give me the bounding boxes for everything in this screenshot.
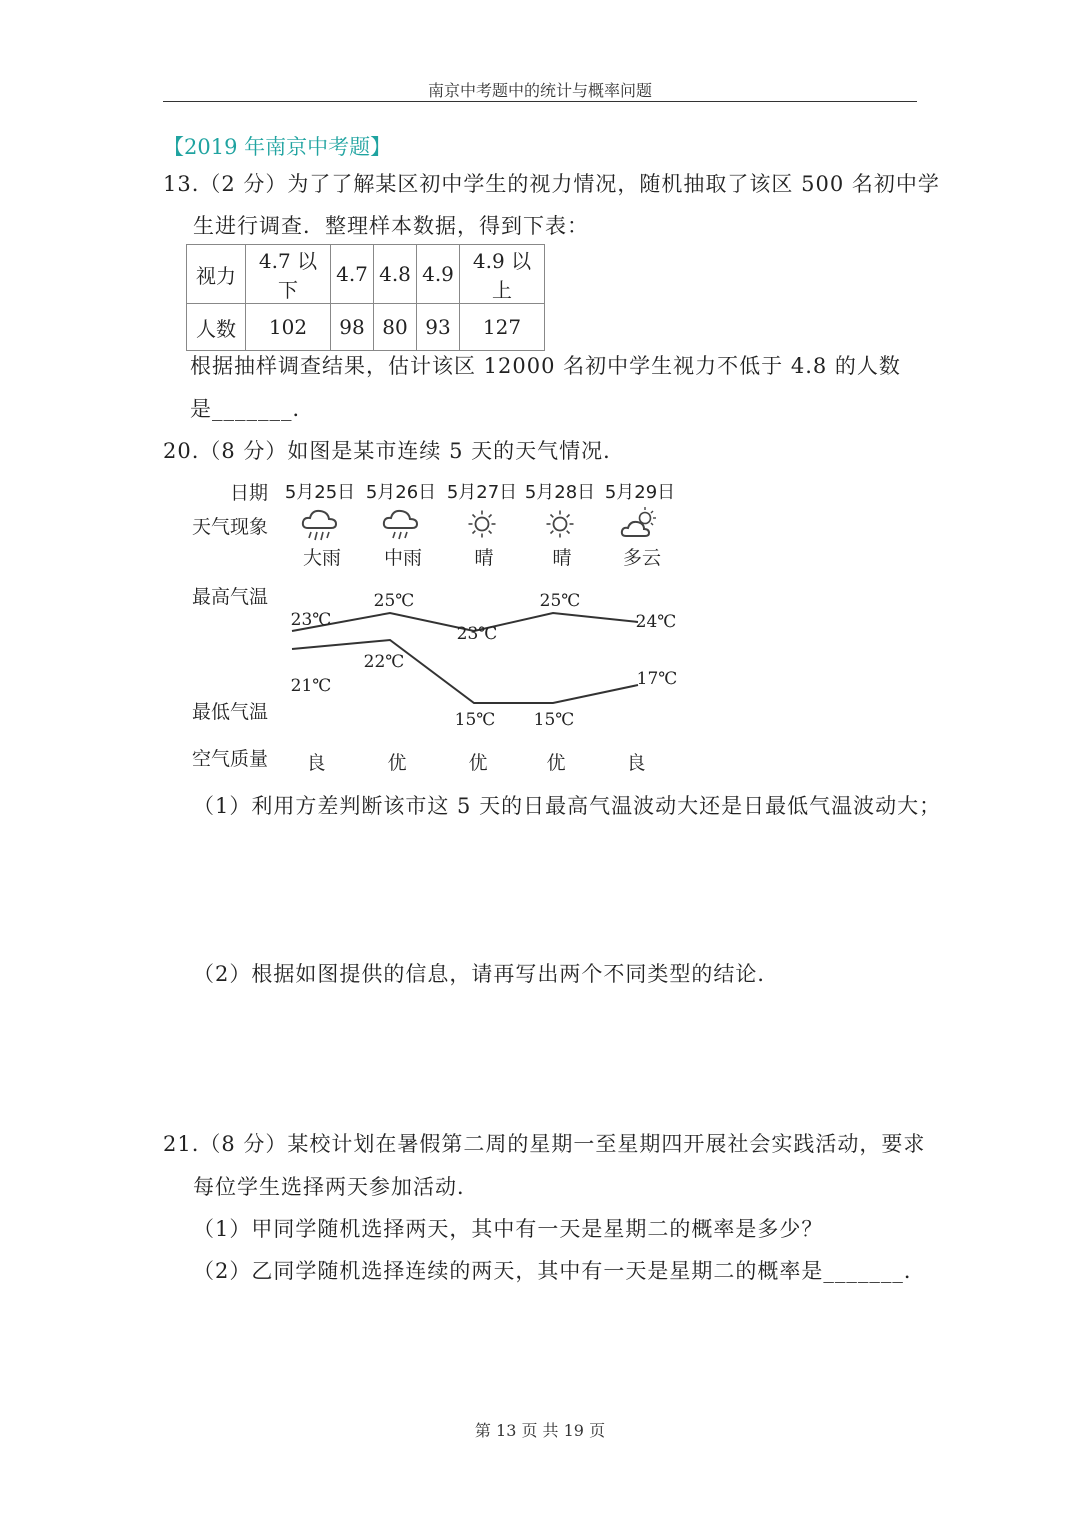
table-cell: 127 bbox=[460, 304, 545, 351]
table-cell: 93 bbox=[417, 304, 460, 351]
date-label: 5月26日 bbox=[365, 482, 437, 503]
air-quality-label: 优 bbox=[387, 752, 407, 774]
weather-label: 多云 bbox=[622, 547, 661, 569]
high-temp-label: 25℃ bbox=[373, 591, 415, 611]
date-label: 5月25日 bbox=[284, 482, 356, 503]
table-cell: 4.7 以下 bbox=[246, 245, 331, 304]
q21-line1: 21.（8 分）某校计划在暑假第二周的星期一至星期四开展社会实践活动，要求 bbox=[163, 1132, 926, 1156]
q13-line4: 是_______． bbox=[190, 397, 315, 421]
low-temp-line bbox=[292, 640, 638, 703]
date-label: 5月27日 bbox=[446, 482, 518, 503]
low-temp-label: 21℃ bbox=[290, 676, 332, 696]
table-cell: 人数 bbox=[187, 304, 246, 351]
weather-label: 晴 bbox=[474, 547, 494, 569]
high-temp-label: 23℃ bbox=[456, 624, 498, 644]
label-air-quality: 空气质量 bbox=[192, 748, 269, 770]
high-temp-label: 24℃ bbox=[635, 612, 677, 632]
table-cell: 4.9 bbox=[417, 245, 460, 304]
q21-line2: 每位学生选择两天参加活动． bbox=[193, 1175, 479, 1199]
table-cell: 4.9 以上 bbox=[460, 245, 545, 304]
table-cell: 98 bbox=[331, 304, 374, 351]
label-weather: 天气现象 bbox=[192, 516, 269, 538]
low-temp-label: 15℃ bbox=[454, 710, 496, 730]
page-header: 南京中考题中的统计与概率问题 bbox=[427, 81, 652, 100]
q21-sub1: （1）甲同学随机选择两天，其中有一天是星期二的概率是多少？ bbox=[193, 1217, 824, 1241]
air-quality-label: 优 bbox=[468, 752, 488, 774]
q20-sub2: （2）根据如图提供的信息，请再写出两个不同类型的结论． bbox=[193, 962, 780, 986]
low-temp-label: 15℃ bbox=[533, 710, 575, 730]
q20-sub1: （1）利用方差判断该市这 5 天的日最高气温波动大还是日最低气温波动大； bbox=[193, 794, 942, 818]
q13-line3: 根据抽样调查结果，估计该区 12000 名初中学生视力不低于 4.8 的人数 bbox=[190, 354, 901, 378]
q13-line2: 生进行调查．整理样本数据，得到下表： bbox=[193, 214, 589, 238]
air-quality-label: 良 bbox=[626, 752, 646, 774]
q20-line1: 20.（8 分）如图是某市连续 5 天的天气情况． bbox=[163, 439, 626, 463]
table-cell: 4.7 bbox=[331, 245, 374, 304]
section-title: 【2019 年南京中考题】 bbox=[163, 135, 392, 159]
weather-label: 晴 bbox=[552, 547, 572, 569]
high-temp-label: 23℃ bbox=[290, 610, 332, 630]
label-date: 日期 bbox=[230, 482, 269, 504]
table-cell: 80 bbox=[374, 304, 417, 351]
table-cell: 102 bbox=[246, 304, 331, 351]
weather-label: 大雨 bbox=[302, 547, 341, 569]
date-label: 5月28日 bbox=[524, 482, 596, 503]
weather-label: 中雨 bbox=[383, 547, 422, 569]
air-quality-label: 良 bbox=[306, 752, 326, 774]
date-label: 5月29日 bbox=[604, 482, 676, 503]
label-low-temp: 最低气温 bbox=[192, 701, 269, 723]
q13-line1: 13.（2 分）为了了解某区初中学生的视力情况，随机抽取了该区 500 名初中学 bbox=[163, 172, 940, 196]
high-temp-label: 25℃ bbox=[539, 591, 581, 611]
table-cell: 4.8 bbox=[374, 245, 417, 304]
low-temp-label: 22℃ bbox=[363, 652, 405, 672]
air-quality-label: 优 bbox=[546, 752, 566, 774]
label-high-temp: 最高气温 bbox=[192, 586, 269, 608]
table-cell: 视力 bbox=[187, 245, 246, 304]
page-footer: 第 13 页 共 19 页 bbox=[474, 1421, 606, 1440]
q21-sub2: （2）乙同学随机选择连续的两天，其中有一天是星期二的概率是_______． bbox=[193, 1259, 926, 1283]
low-temp-label: 17℃ bbox=[636, 669, 678, 689]
